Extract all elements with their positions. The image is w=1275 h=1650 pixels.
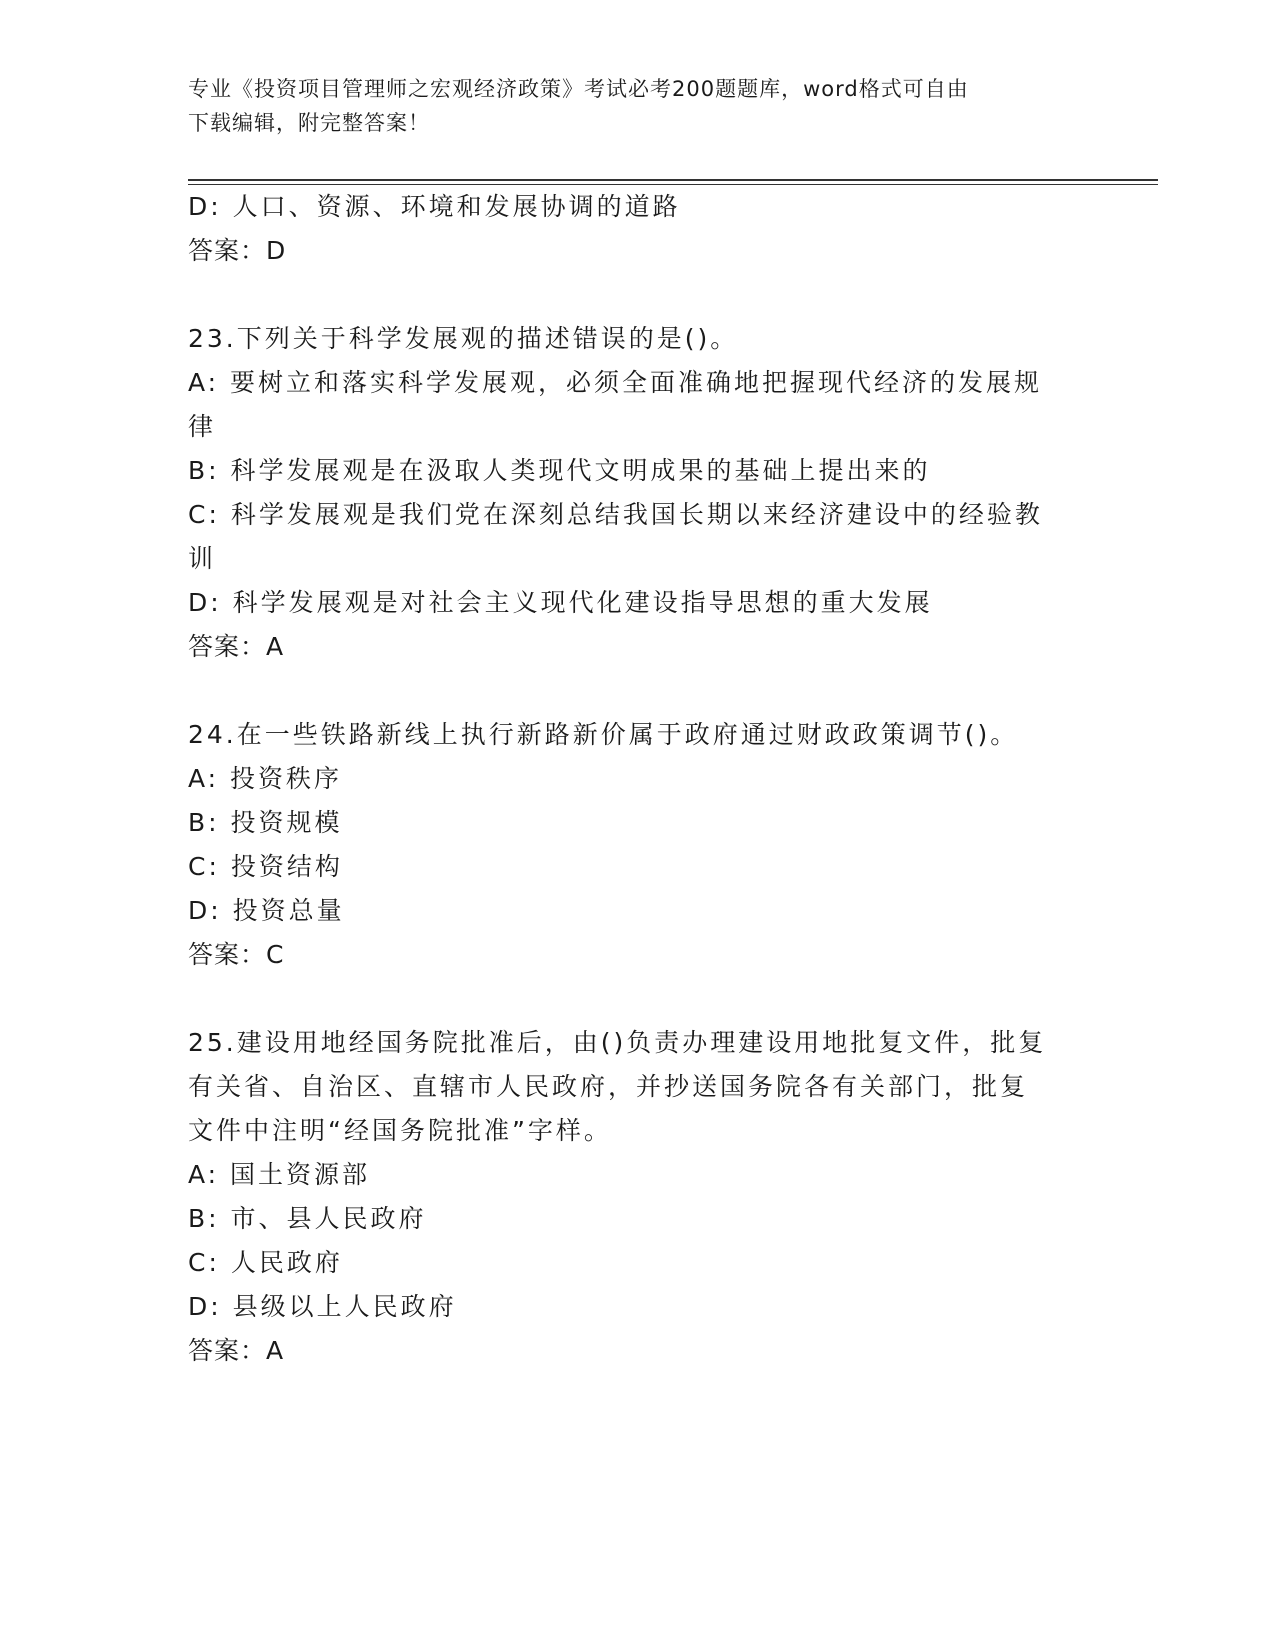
q24-question: 24.在一些铁路新线上执行新路新价属于政府通过财政政策调节()。 (188, 720, 1019, 749)
q23-option-b: B: 科学发展观是在汲取人类现代文明成果的基础上提出来的 (188, 456, 931, 485)
q23-option-d: D: 科学发展观是对社会主义现代化建设指导思想的重大发展 (188, 588, 933, 617)
q23-option-c-line1: C: 科学发展观是我们党在深刻总结我国长期以来经济建设中的经验教 (188, 500, 1043, 529)
header-rule-thin (188, 184, 1158, 185)
q25-question-line2: 有关省、自治区、直辖市人民政府，并抄送国务院各有关部门，批复 (188, 1072, 1029, 1101)
q24-option-c: C: 投资结构 (188, 852, 343, 881)
q23-answer: 答案：A (188, 632, 285, 661)
q24-answer: 答案：C (188, 940, 285, 969)
q22-option-d: D: 人口、资源、环境和发展协调的道路 (188, 192, 681, 221)
q25-answer: 答案：A (188, 1336, 285, 1365)
q22-answer: 答案：D (188, 236, 287, 265)
q23-question: 23.下列关于科学发展观的描述错误的是()。 (188, 324, 739, 353)
q23-option-c-line2: 训 (188, 544, 217, 573)
q25-question-line1: 25.建设用地经国务院批准后，由()负责办理建设用地批复文件，批复 (188, 1028, 1047, 1057)
q25-option-c: C: 人民政府 (188, 1248, 343, 1277)
q25-option-b: B: 市、县人民政府 (188, 1204, 427, 1233)
q25-option-d: D: 县级以上人民政府 (188, 1292, 457, 1321)
header-rule-thick (188, 179, 1158, 181)
q23-option-a-line2: 律 (188, 412, 217, 441)
q24-option-d: D: 投资总量 (188, 896, 345, 925)
q24-option-b: B: 投资规模 (188, 808, 343, 837)
q24-option-a: A: 投资秩序 (188, 764, 343, 793)
header-line-1: 专业《投资项目管理师之宏观经济政策》考试必考200题题库，word格式可自由 (188, 77, 969, 101)
header-line-2: 下载编辑，附完整答案！ (188, 111, 430, 135)
q23-option-a-line1: A: 要树立和落实科学发展观，必须全面准确地把握现代经济的发展规 (188, 368, 1043, 397)
q25-question-line3: 文件中注明“经国务院批准”字样。 (188, 1116, 612, 1145)
q25-option-a: A: 国土资源部 (188, 1160, 371, 1189)
document-header (188, 72, 1088, 140)
